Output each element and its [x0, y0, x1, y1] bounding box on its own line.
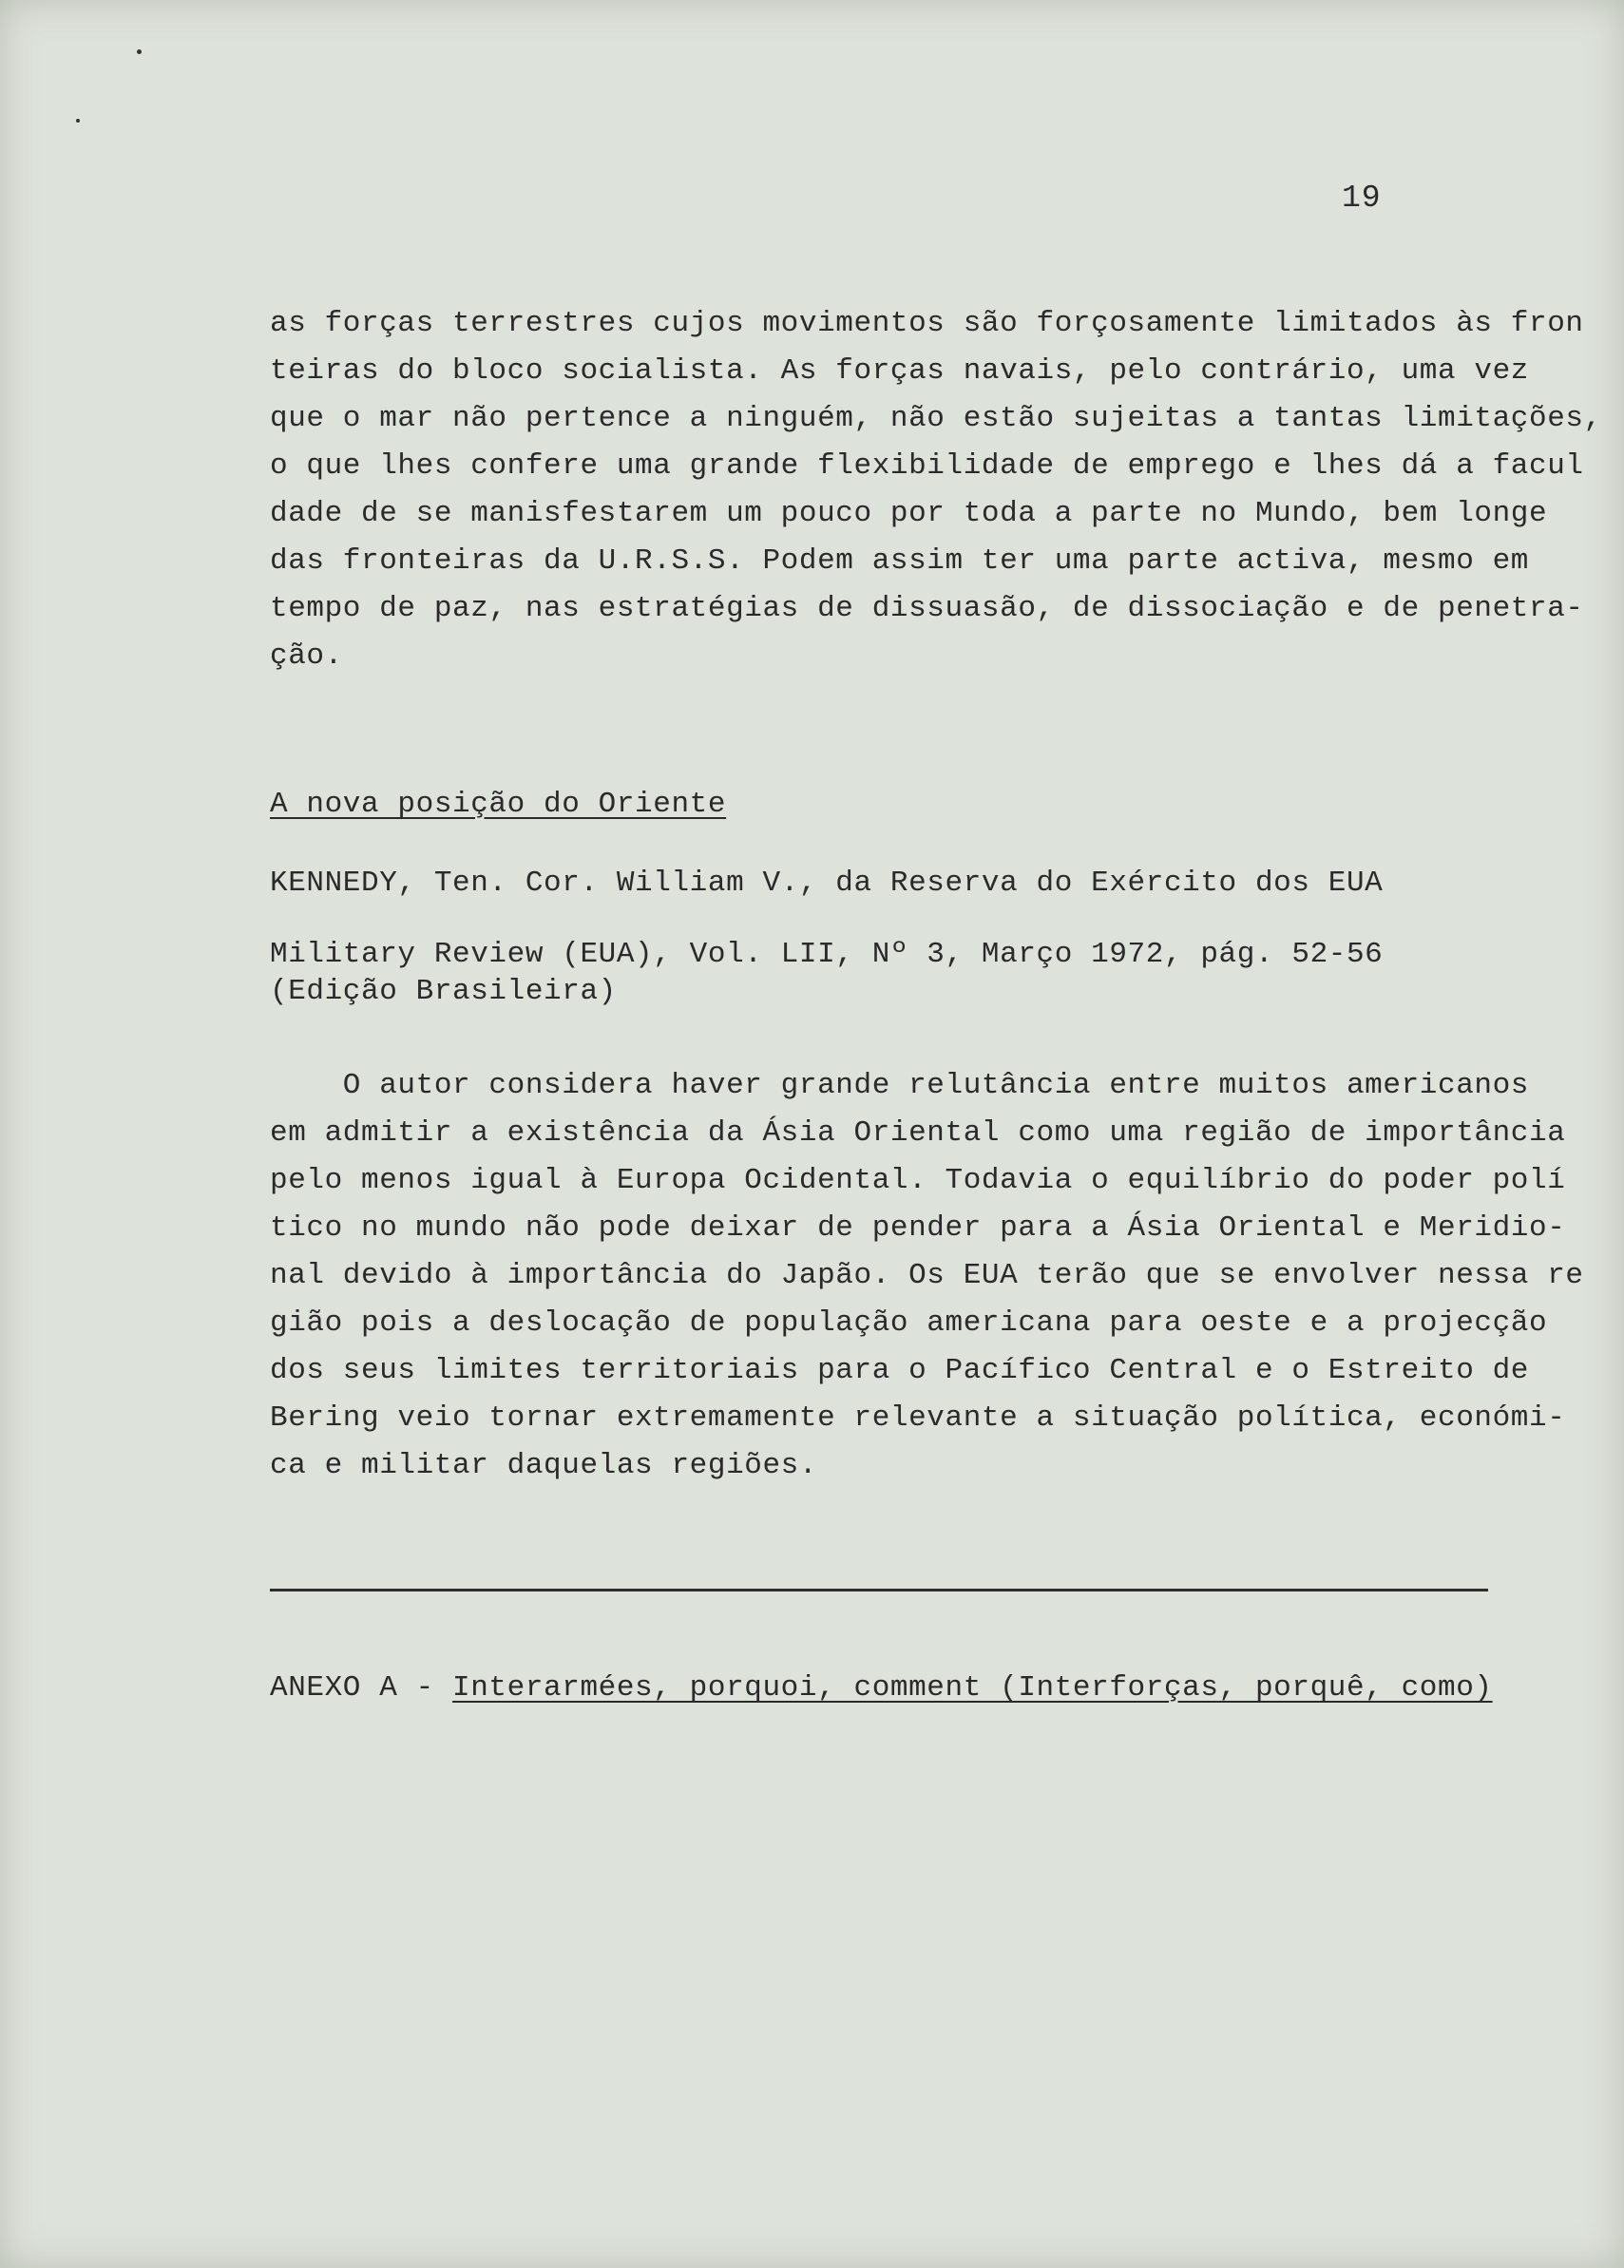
- text-line: dade de se manisfestarem um pouco por toda a parte no Mundo, bem longe: [270, 497, 1548, 530]
- text-line: que o mar não pertence a ninguém, não estão sujeitas a tantas limitações,: [270, 402, 1602, 435]
- citation-block: [270, 936, 1383, 1010]
- text-line: das fronteiras da U.R.S.S. Podem assim ter uma parte activa, mesmo em: [270, 544, 1530, 578]
- text-line: dos seus limites territoriais para o Pacífico Central e o Estreito de: [270, 1354, 1530, 1387]
- text-line: as forças terrestres cujos movimentos são forçosamente limitados às fron: [270, 307, 1584, 340]
- paragraph-forces: [270, 300, 1602, 680]
- citation-line: Military Review (EUA), Vol. LII, Nº 3, Março 1972, pág. 52-56: [270, 938, 1384, 971]
- text-line: teiras do bloco socialista. As forças navais, pelo contrário, uma vez: [270, 354, 1530, 388]
- text-line: o que lhes confere uma grande flexibilidade de emprego e lhes dá a facul: [270, 449, 1584, 483]
- text-line: Bering veio tornar extremamente relevante a situação política, económi-: [270, 1401, 1566, 1435]
- text-line: tempo de paz, nas estratégias de dissuasão, de dissociação e de penetra-: [270, 592, 1584, 625]
- text-line: tico no mundo não pode deixar de pender para a Ásia Oriental e Meridio-: [270, 1211, 1566, 1245]
- horizontal-divider: [270, 1589, 1488, 1591]
- text-line: gião pois a deslocação de população americana para oeste e a projecção: [270, 1306, 1548, 1340]
- annex-line: [270, 1665, 1493, 1712]
- text-line: pelo menos igual à Europa Ocidental. Todavia o equilíbrio do poder polí: [270, 1164, 1566, 1197]
- text-line: ca e militar daquelas regiões.: [270, 1449, 818, 1482]
- paragraph-summary: [270, 1062, 1584, 1490]
- page-number: 19: [1342, 181, 1382, 216]
- text-line: O autor considera haver grande relutância entre muitos americanos: [270, 1069, 1530, 1102]
- text-line: em admitir a existência da Ásia Oriental como uma região de importância: [270, 1116, 1566, 1150]
- annex-label: ANEXO A -: [270, 1671, 453, 1705]
- ink-speck: [137, 49, 142, 54]
- citation-line: (Edição Brasileira): [270, 975, 617, 1008]
- annex-title: Interarmées, porquoi, comment (Interforças, porquê, como): [452, 1671, 1493, 1705]
- text-line: ção.: [270, 639, 343, 673]
- author-line: KENNEDY, Ten. Cor. William V., da Reserva do Exército dos EUA: [270, 867, 1384, 900]
- text-line: nal devido à importância do Japão. Os EUA terão que se envolver nessa re: [270, 1259, 1584, 1292]
- section-heading: A nova posição do Oriente: [270, 788, 727, 821]
- ink-speck: [76, 119, 80, 123]
